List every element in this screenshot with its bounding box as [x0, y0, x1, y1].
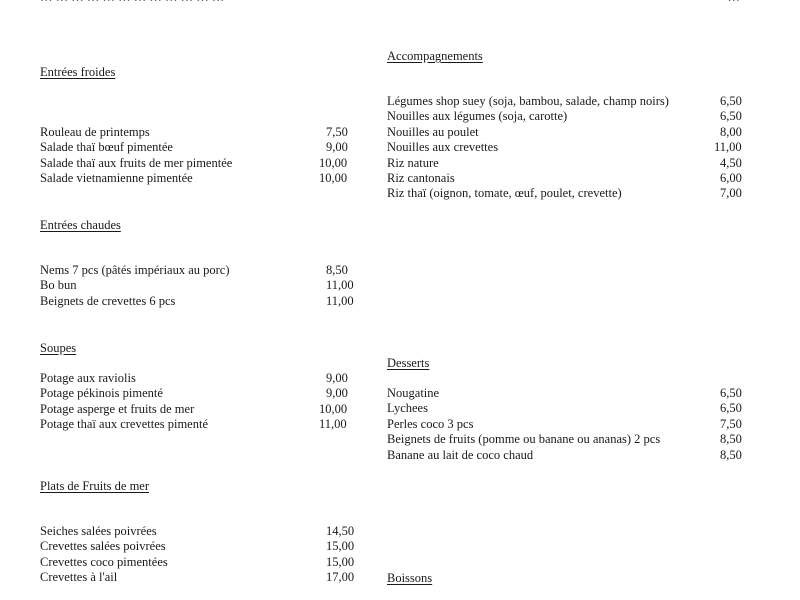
item-price: 9,00 — [326, 386, 348, 401]
item-price: 14,50 — [326, 524, 355, 538]
menu-item — [40, 524, 360, 539]
item-name: Salade thaï aux fruits de mer pimentée — [40, 155, 233, 170]
menu-item — [387, 156, 747, 171]
heading-plats-fruits-de-mer: Plats de Fruits de mer — [40, 479, 150, 493]
menu-item — [40, 386, 360, 401]
item-name: Bo bun — [40, 278, 77, 293]
item-price: 15,00 — [326, 554, 355, 569]
item-name: Seiches salées poivrées — [40, 524, 157, 538]
item-price: 6,50 — [720, 401, 742, 416]
item-price: 6,50 — [720, 386, 742, 400]
item-price: 8,50 — [326, 263, 348, 277]
item-price: 10,00 — [319, 401, 348, 416]
cropped-top-line — [40, 0, 740, 3]
item-name: Salade thaï bœuf pimentée — [40, 140, 173, 155]
item-price: 11,00 — [326, 293, 354, 308]
item-price: 7,50 — [720, 416, 742, 431]
item-name: Beignets de fruits (pomme ou banane ou ananas) 2 pcs — [387, 432, 661, 447]
menu-item — [40, 171, 350, 186]
item-name: Crevettes coco pimentées — [40, 554, 168, 569]
item-name: Lychees — [387, 401, 428, 416]
item-name: Potage pékinois pimenté — [40, 386, 163, 401]
item-name: Rouleau de printemps — [40, 125, 150, 139]
item-price: 10,00 — [319, 155, 348, 170]
menu-item — [387, 140, 747, 155]
item-name: Perles coco 3 pcs — [387, 416, 474, 431]
item-name: Nouilles aux crevettes — [387, 140, 499, 155]
item-name: Nouilles aux légumes (soja, carotte) — [387, 109, 568, 124]
item-price: 9,00 — [326, 371, 348, 385]
item-name: Riz nature — [387, 155, 439, 170]
item-price: 9,00 — [326, 140, 348, 155]
menu-item — [387, 171, 747, 186]
item-name: Nougatine — [387, 386, 440, 400]
menu-item — [387, 109, 747, 124]
menu-item — [40, 125, 350, 140]
menu-item — [387, 94, 747, 109]
item-name: Salade vietnamienne pimentée — [40, 171, 193, 186]
heading-entrees-froides: Entrées froides — [40, 65, 116, 79]
item-name: Légumes shop suey (soja, bambou, salade, champ noirs) — [387, 94, 669, 108]
item-price: 15,00 — [326, 539, 355, 554]
menu-item — [387, 417, 747, 432]
menu-item — [40, 371, 360, 386]
menu-item — [387, 125, 747, 140]
menu-item — [40, 555, 360, 570]
item-price: 6,50 — [720, 94, 742, 108]
item-name: Beignets de crevettes 6 pcs — [40, 293, 176, 308]
heading-accompagnements: Accompagnements — [387, 49, 483, 63]
item-price: 8,50 — [720, 432, 742, 447]
menu-item — [40, 140, 350, 155]
menu-item — [40, 278, 360, 293]
menu-item — [40, 539, 360, 554]
item-price: 8,50 — [720, 447, 742, 462]
item-name: Nems 7 pcs (pâtés impériaux au porc) — [40, 263, 230, 277]
cropped-top-text-right — [728, 0, 741, 3]
item-name: Potage asperge et fruits de mer — [40, 401, 195, 416]
item-name: Banane au lait de coco chaud — [387, 447, 534, 462]
menu-item — [387, 432, 747, 447]
item-price: 7,00 — [720, 186, 742, 201]
item-name: Riz cantonais — [387, 171, 455, 185]
item-price: 11,00 — [319, 417, 347, 432]
menu-item — [387, 401, 747, 416]
item-price: 11,00 — [326, 278, 354, 293]
item-price: 11,00 — [714, 140, 742, 155]
item-name: Riz thaï (oignon, tomate, œuf, poulet, crevette) — [387, 186, 622, 201]
item-price: 7,50 — [326, 125, 348, 139]
heading-entrees-chaudes: Entrées chaudes — [40, 218, 121, 232]
menu-item — [40, 263, 360, 278]
menu-item — [387, 448, 747, 463]
item-name: Potage aux raviolis — [40, 371, 136, 385]
item-name: Nouilles au poulet — [387, 124, 479, 139]
item-price: 17,00 — [326, 570, 355, 585]
menu-item — [387, 186, 747, 201]
item-name: Potage thaï aux crevettes pimenté — [40, 417, 208, 432]
heading-boissons: Boissons — [387, 571, 433, 585]
item-name: Crevettes à l'ail — [40, 570, 118, 585]
menu-item — [40, 156, 350, 171]
item-price: 6,50 — [720, 109, 742, 124]
item-price: 10,00 — [319, 171, 348, 186]
menu-item — [40, 294, 360, 309]
item-price: 8,00 — [720, 124, 742, 139]
item-price: 4,50 — [720, 155, 742, 170]
item-price: 6,00 — [720, 171, 742, 185]
cropped-top-text-left — [40, 0, 224, 3]
heading-desserts: Desserts — [387, 356, 430, 370]
menu-item — [40, 570, 360, 585]
heading-soupes: Soupes — [40, 341, 77, 355]
menu-item — [40, 402, 360, 417]
menu-item — [387, 386, 747, 401]
menu-item — [40, 417, 360, 432]
item-name: Crevettes salées poivrées — [40, 539, 166, 554]
